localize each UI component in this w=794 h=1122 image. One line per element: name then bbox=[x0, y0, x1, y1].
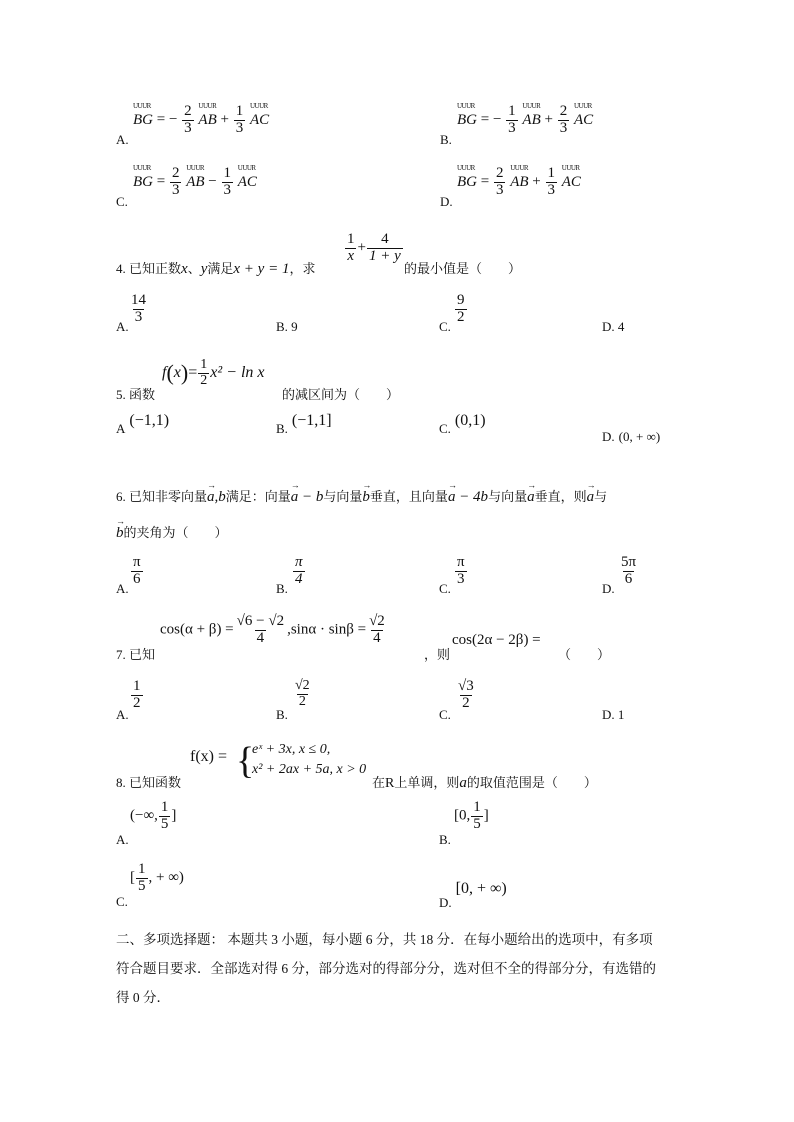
q4-frac1-num: 1 bbox=[347, 231, 355, 247]
q8-option-a-left: (−∞, bbox=[130, 807, 158, 824]
q5-option-c-label: C. bbox=[439, 421, 451, 436]
vector-mark: UUUR bbox=[522, 101, 541, 110]
q5-lparen: ( bbox=[166, 360, 174, 386]
q3-c-lhs: BG bbox=[133, 173, 153, 190]
q3-c-v2: AC bbox=[237, 173, 257, 190]
q7-option-d[interactable] bbox=[602, 707, 624, 723]
q4-option-c-num: 9 bbox=[457, 292, 465, 308]
q3-option-c-label: C. bbox=[116, 194, 128, 209]
vector-mark: UUUR bbox=[457, 101, 475, 110]
q4-plus: + bbox=[357, 239, 366, 256]
vector-mark: UUUR bbox=[249, 101, 268, 110]
q8-option-b-left: [0, bbox=[454, 807, 471, 824]
q6-vec-a-2: → a bbox=[587, 489, 595, 506]
q6-text-f: 垂直，则 bbox=[534, 489, 587, 504]
q8-option-c-num: 1 bbox=[138, 861, 146, 877]
vector-mark: UUUR bbox=[510, 163, 529, 172]
q4-text-3: ，求 bbox=[289, 261, 316, 276]
q3-d-c2-num: 1 bbox=[547, 165, 556, 181]
q8-text-3: 上单调，则 bbox=[394, 775, 460, 790]
q3-d-op: + bbox=[532, 173, 541, 190]
q3-a-lhs: BG bbox=[133, 111, 153, 128]
vector-mark: UUUR bbox=[573, 101, 592, 110]
q7-option-d-label: D. bbox=[602, 707, 615, 722]
q7-option-a-label: A. bbox=[116, 707, 129, 722]
q6-vec-a-minus-b: → a − b bbox=[291, 489, 324, 506]
q7-frac2-num: √2 bbox=[369, 613, 385, 629]
q3-d-c1-num: 2 bbox=[495, 165, 504, 181]
q5-half-num: 1 bbox=[200, 357, 208, 372]
q8-option-a-num: 1 bbox=[160, 799, 169, 815]
q5-eq: = bbox=[188, 363, 198, 381]
q8-brace: { bbox=[236, 740, 255, 782]
q8-text-2: 在 bbox=[372, 775, 386, 790]
q3-d-c1-den: 3 bbox=[495, 181, 504, 198]
q7-option-c-den: 2 bbox=[462, 694, 470, 711]
q6-option-b-den: 4 bbox=[295, 570, 303, 587]
q8-text-4: 的取值范围是（ ） bbox=[466, 775, 597, 790]
section-2-line-3: 得 0 分． bbox=[116, 990, 170, 1005]
q3-a-c1-den: 3 bbox=[184, 119, 192, 136]
q4-option-b-value: 9 bbox=[291, 319, 298, 334]
q3-b-c2-den: 3 bbox=[559, 119, 568, 136]
q7-text-2: ，则 bbox=[424, 647, 451, 662]
q4-frac2-num: 4 bbox=[381, 231, 389, 247]
q3-option-c-formula bbox=[133, 163, 257, 199]
q6-text-c: 与向量 bbox=[323, 489, 363, 504]
q4-text-2: 满足 bbox=[207, 261, 234, 276]
q8-option-c-right: , + ∞) bbox=[148, 869, 184, 886]
q8-option-d[interactable] bbox=[439, 880, 507, 910]
q5-var: x bbox=[173, 363, 181, 381]
q3-d-sign: = bbox=[480, 173, 490, 190]
q6-text-h: 的夹角为（ ） bbox=[123, 525, 228, 540]
q6-vec-b: → b bbox=[362, 489, 370, 506]
q3-option-c[interactable] bbox=[116, 163, 316, 210]
q6-option-a-label: A. bbox=[116, 581, 129, 596]
q7-option-c-label: C. bbox=[439, 707, 451, 722]
q4-var-x: x bbox=[181, 261, 188, 277]
q5-option-c[interactable] bbox=[439, 412, 486, 438]
q3-a-c2-num: 1 bbox=[235, 103, 244, 119]
q6-vec-b-2: → b bbox=[116, 525, 124, 542]
q4-option-a-label: A. bbox=[116, 319, 129, 334]
vector-mark: UUUR bbox=[457, 163, 475, 172]
q6-text-g: 与 bbox=[594, 489, 608, 504]
q4-frac1-den: x bbox=[347, 247, 355, 264]
q5-option-a[interactable] bbox=[116, 412, 170, 438]
vector-mark: UUUR bbox=[561, 163, 580, 172]
q8-option-c-den: 5 bbox=[138, 877, 146, 894]
q8-case-1: eˣ + 3x, x ≤ 0, bbox=[252, 742, 331, 757]
q5-option-a-value: (−1,1) bbox=[129, 412, 170, 429]
q3-d-v1: AB bbox=[510, 173, 529, 190]
q3-a-v1: AB bbox=[198, 111, 217, 128]
q6-option-d-label: D. bbox=[602, 581, 615, 596]
vector-mark: UUUR bbox=[133, 163, 151, 172]
q7-option-b-num: √2 bbox=[295, 678, 310, 693]
q4-option-b-label: B. bbox=[276, 319, 288, 334]
q3-c-c2-den: 3 bbox=[223, 181, 232, 198]
q3-option-d-formula bbox=[457, 163, 581, 199]
q7-frac1-den: 4 bbox=[256, 629, 265, 646]
q4-text-4: 的最小值是（ ） bbox=[404, 261, 522, 276]
q3-b-lhs: BG bbox=[457, 111, 477, 128]
q6-vec-a-minus-4b: → a − 4b bbox=[448, 489, 488, 506]
q7-option-d-value: 1 bbox=[617, 707, 625, 722]
q3-d-v2: AC bbox=[561, 173, 581, 190]
q6-text-b: 满足：向量 bbox=[225, 489, 291, 504]
q3-option-a-label: A. bbox=[116, 132, 129, 147]
q3-c-sign: = bbox=[156, 173, 166, 190]
q3-b-c2-num: 2 bbox=[559, 103, 568, 119]
q8-option-b-label: B. bbox=[439, 832, 451, 847]
q4-option-c-den: 2 bbox=[457, 308, 465, 325]
q3-option-a[interactable] bbox=[116, 101, 316, 148]
q5-text-1: 函数 bbox=[129, 387, 156, 402]
q4-var-y: y bbox=[200, 261, 208, 277]
q5-rest: x² − ln x bbox=[210, 363, 265, 381]
q8-number: 8. bbox=[116, 775, 126, 790]
q5-option-a-label: A bbox=[116, 421, 126, 436]
q3-b-op: + bbox=[544, 111, 553, 128]
q4-option-c-label: C. bbox=[439, 319, 451, 334]
q5-option-d-label: D. bbox=[602, 429, 615, 444]
q5-option-b-value: (−1,1] bbox=[291, 412, 332, 429]
q5-number: 5. bbox=[116, 387, 126, 402]
q8-option-b-num: 1 bbox=[473, 799, 481, 815]
q5-option-b[interactable] bbox=[276, 412, 332, 438]
q6-option-d-num: 5π bbox=[621, 554, 637, 570]
q6-option-b-label: B. bbox=[276, 581, 288, 596]
q8-option-c-label: C. bbox=[116, 894, 128, 909]
q8-option-a-label: A. bbox=[116, 832, 129, 847]
q8-case-2: x² + 2ax + 5a, x > 0 bbox=[252, 762, 367, 777]
q7-paren: （ ） bbox=[558, 647, 611, 662]
q8-option-c-left: [ bbox=[130, 869, 135, 886]
q3-a-c2-den: 3 bbox=[235, 119, 244, 136]
q5-half-den: 2 bbox=[200, 372, 208, 388]
q6-vec-a: → a bbox=[527, 489, 535, 506]
q7-text-1: 已知 bbox=[129, 647, 156, 662]
q5-f: f bbox=[162, 363, 167, 381]
q3-option-b-label: B. bbox=[440, 132, 452, 147]
q3-option-d[interactable] bbox=[440, 163, 640, 210]
q3-b-c1-num: 1 bbox=[508, 103, 516, 119]
q3-option-b-formula bbox=[457, 101, 594, 137]
q6-text-a: 6. 已知非零向量 bbox=[116, 489, 208, 504]
q3-c-op: − bbox=[208, 173, 217, 190]
q6-option-d-den: 6 bbox=[624, 570, 633, 587]
q4-option-d-label: D. bbox=[602, 319, 615, 334]
q8-option-a-den: 5 bbox=[160, 815, 169, 832]
q5-option-c-value: (0,1) bbox=[454, 412, 486, 429]
q8-option-a-right: ] bbox=[171, 807, 177, 824]
q6-option-c-num: π bbox=[457, 554, 465, 570]
q5-text-2: 的减区间为（ ） bbox=[282, 387, 400, 402]
q7-option-a-num: 1 bbox=[133, 678, 141, 694]
q7-option-b-den: 2 bbox=[298, 693, 306, 709]
q7-cos-sum: cos(α + β) = bbox=[160, 621, 234, 638]
q6-text-d: 垂直，且向量 bbox=[369, 489, 448, 504]
q3-b-v2: AC bbox=[573, 111, 594, 128]
q3-b-sign: = − bbox=[480, 111, 502, 128]
q3-a-v2: AC bbox=[249, 111, 270, 128]
q6-option-c-label: C. bbox=[439, 581, 451, 596]
q4-sep: 、 bbox=[187, 261, 201, 276]
q7-option-c-num: √3 bbox=[458, 678, 474, 694]
q3-c-v1: AB bbox=[186, 173, 205, 190]
q4-condition: x + y = 1 bbox=[233, 261, 290, 277]
q5-rparen: ) bbox=[180, 360, 189, 386]
q6-option-b-num: π bbox=[295, 554, 303, 570]
q6-stem-line-1 bbox=[116, 486, 607, 506]
q3-b-v1: AB bbox=[522, 111, 541, 128]
q8-text-1: 已知函数 bbox=[129, 775, 182, 790]
q3-a-c1-num: 2 bbox=[184, 103, 192, 119]
vector-mark: UUUR bbox=[186, 163, 205, 172]
q3-c-c1-num: 2 bbox=[171, 165, 180, 181]
q6-option-a-den: 6 bbox=[133, 570, 141, 587]
q7-ask: cos(2α − 2β) = bbox=[452, 632, 541, 648]
q3-d-c2-den: 3 bbox=[547, 181, 556, 198]
q7-number: 7. bbox=[116, 647, 126, 662]
q6-text-e: 与向量 bbox=[488, 489, 528, 504]
q3-option-d-label: D. bbox=[440, 194, 453, 209]
vector-mark: UUUR bbox=[237, 163, 256, 172]
q4-option-a-den: 3 bbox=[134, 308, 143, 325]
vector-mark: UUUR bbox=[198, 101, 217, 110]
q3-c-c2-num: 1 bbox=[223, 165, 232, 181]
q6-option-a-num: π bbox=[133, 554, 141, 570]
q8-option-b-right: ] bbox=[483, 807, 489, 824]
section-2-line-1: 二、多项选择题： 本题共 3 小题，每小题 6 分，共 18 分．在每小题给出的选项中，有多项 bbox=[116, 932, 653, 947]
q6-option-c-den: 3 bbox=[457, 570, 465, 587]
q5-option-b-label: B. bbox=[276, 421, 288, 436]
vector-mark: UUUR bbox=[133, 101, 151, 110]
q4-option-d[interactable] bbox=[602, 319, 624, 335]
q8-option-d-label: D. bbox=[439, 895, 452, 910]
q4-number: 4. bbox=[116, 261, 126, 276]
q7-frac1-num: √6 − √2 bbox=[236, 613, 285, 629]
q3-a-op: + bbox=[220, 111, 229, 128]
q7-option-b-label: B. bbox=[276, 707, 288, 722]
section-2-line-2: 符合题目要求．全部选对得 6 分，部分选对的得部分分，选对但不全的得部分分，有选错的 bbox=[116, 961, 656, 976]
q8-fx: f(x) = bbox=[190, 748, 228, 765]
q3-a-sign: = − bbox=[156, 111, 178, 128]
q3-c-c1-den: 3 bbox=[171, 181, 180, 198]
q8-real-set: R bbox=[385, 776, 395, 791]
q4-option-a-num: 14 bbox=[131, 292, 146, 308]
q3-b-c1-den: 3 bbox=[508, 119, 516, 136]
q8-option-b-den: 5 bbox=[473, 815, 481, 832]
q4-text-1: 已知正数 bbox=[129, 261, 182, 276]
q6-stem-line-2 bbox=[116, 522, 228, 542]
q7-frac2-den: 4 bbox=[373, 629, 381, 646]
q3-d-lhs: BG bbox=[457, 173, 477, 190]
q5-option-d[interactable] bbox=[602, 428, 660, 446]
q4-option-d-value: 4 bbox=[617, 319, 625, 334]
q7-option-a-den: 2 bbox=[133, 694, 141, 711]
q4-frac2-den: 1 + y bbox=[368, 247, 401, 264]
q3-option-b[interactable] bbox=[440, 101, 640, 148]
q7-sin-product: ,sinα · sinβ = bbox=[287, 621, 367, 638]
q6-vec-ab: → a,b bbox=[207, 489, 226, 506]
q3-option-a-formula bbox=[133, 101, 270, 137]
q8-var-a: a bbox=[459, 775, 467, 791]
q8-option-d-value: [0, + ∞) bbox=[455, 880, 507, 897]
q4-option-b[interactable] bbox=[276, 319, 298, 335]
q5-option-d-value: (0, + ∞) bbox=[618, 429, 661, 444]
